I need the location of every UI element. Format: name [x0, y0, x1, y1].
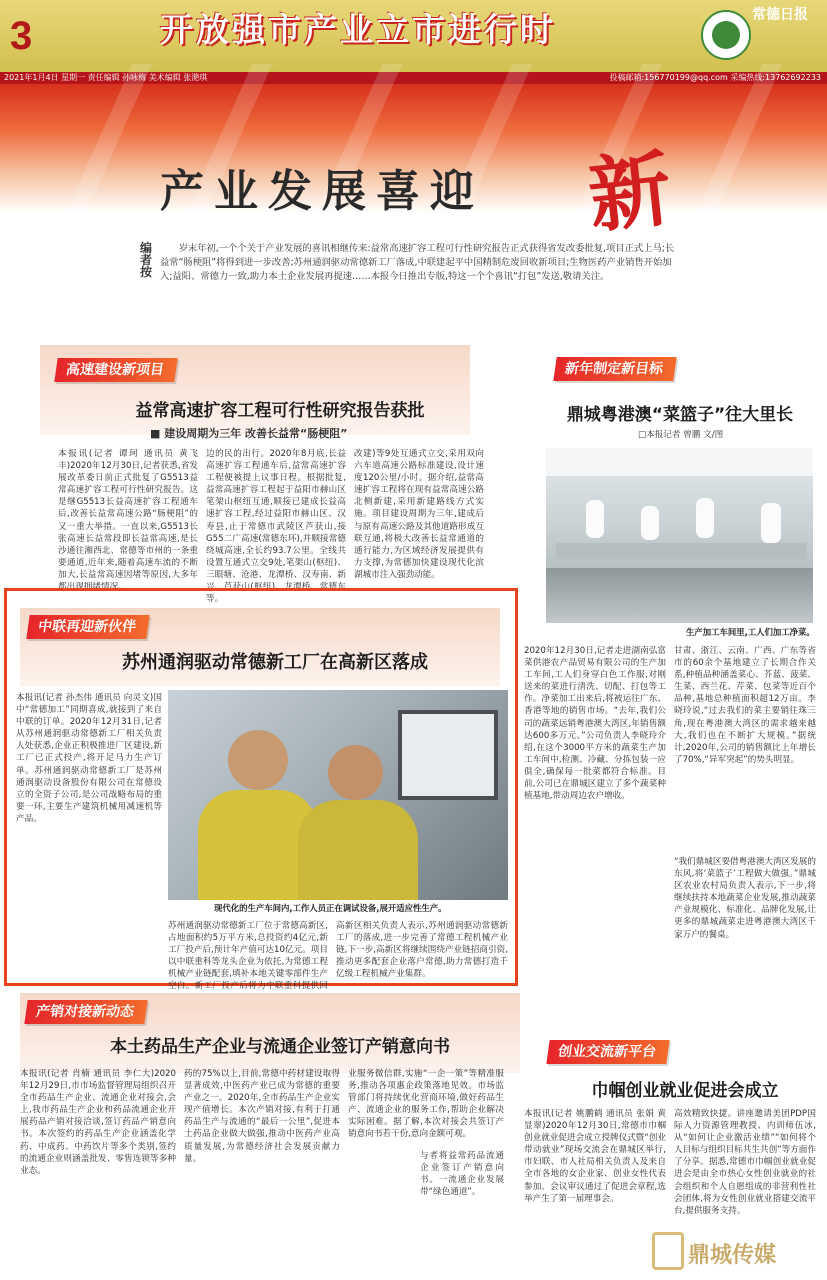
article5-title: 巾帼创业就业促进会成立	[591, 1081, 779, 1101]
editor-note-label: 编者按	[140, 241, 153, 279]
article5-col2: 高效精致快捷。讲座邀请美团PDP国际人力资源管理教授、内训师伍冰,从“如何让企业激活业绩”“如何将个人目标与组织目标共生共创”等方面作了分享。据悉,常德市巾帼创业就业促进会是由全市热心女性创业就业的社会组织和个人自愿组成的非营利性社会团体,将为女性创业就业搭建交流平台,提供服务支持。	[674, 1109, 816, 1216]
article3-col3: 高新区相关负责人表示,苏州通润驱动常德新工厂的落成,进一步完善了常德工程机械产业链,下一步,高新区将继续围绕产业链招商引资,推动更多配套企业落户常德,助力常德打造千亿级工程机械产业集群。	[336, 921, 508, 980]
article2-title: 鼎城粤港澳“菜篮子”往大里长	[566, 405, 794, 425]
article5-col1: 本报讯(记者 姚鹏鹤 通讯员 张娟 黄显翠)2020年12月30日,常德市巾帼创业就业促进会成立授牌仪式暨“创业带动就业”现场交流会在鼎城区举行,市妇联、市人社局相关负责人及来自全市各地的女企业家、创业女性代表参加。会议审议通过了促进会章程,选举产生了第一届理事会。	[524, 1109, 666, 1204]
article3-title: 苏州通润驱动常德新工厂在高新区落成	[122, 652, 428, 673]
watermark: 鼎城传媒	[688, 1243, 777, 1268]
article3-caption: 现代化的生产车间内,工作人员正在调试设备,展开适应性生产。	[214, 903, 447, 913]
article2-col3: “我们鼎城区要借粤港澳大湾区发展的东风,将‘菜篮子’工程做大做强。”鼎城区农业农村局负责人表示,下一步,将继续扶持本地蔬菜企业发展,推动蔬菜产业规模化、标准化、品牌化发展,让更多的鼎城蔬菜走进粤港澳大湾区千家万户的餐桌。	[674, 857, 816, 940]
article1-col1: 本报讯(记者 谭珂 通讯员 黄飞丰)2020年12月30日,记者获悉,省发展改革委日前正式批复了G5513益常高速扩容工程可行性研究报告。这是继G5513长益高速扩容工程通车后,改善长益常高速公路“肠梗阻”的又一重大举措。一直以来,G5513长张高速长益常段即长益常高速,是长沙通往湘西北、常德等市州的一条重要通道,近年来,随着高速车流的不断加大,长益常高速因堵等原因,大多年都出现拥堵情况。	[58, 449, 198, 593]
article4-col2: 药的75%以上,目前,常德中药材建设取得显著成效,中医药产业已成为常德的重要产业之一。2020年,全市药品生产企业实现产值增长。本次产销对接,有利于打通药品生产与流通的“最后一公里”,促进本土药品企业做大做强,推动中医药产业高质量发展,为常德经济社会发展贡献力量。	[184, 1069, 340, 1164]
masthead-slogan: 开放强市产业立市进行时	[160, 10, 556, 49]
watermark-logo-icon	[652, 1232, 684, 1270]
article2-byline: □本报记者 曾鹏 文/图	[638, 430, 724, 440]
article4-col3: 业服务微信群,实施“一企一策”等精准服务,推动各项惠企政策落地见效。市场监管部门将持续优化营商环境,做好药品生产、流通企业的服务工作,帮助企业解决实际困难。据了解,本次对接会共签订产销意向书若干份,意向金额可观。	[348, 1069, 504, 1140]
article4-col1: 本报讯(记者 肖楠 通讯员 李仁大)2020年12月29日,市市场监督管理局组织召开全市药品生产企业、流通企业对接会,会上,我市药品生产企业和药品流通企业开展药品产销对接洽谈,签订药品产销意向书。本次签约的药品生产企业涵盖化学药、中成药、中药饮片等多个类别,签约的流通企业则涵盖批发、零售连锁等多种业态。	[20, 1069, 176, 1176]
article1-subtitle: ■ 建设周期为三年 改善长益常“肠梗阻”	[150, 427, 348, 440]
article5-tag: 创业交流新平台	[546, 1040, 669, 1064]
editor-note: 岁末年初,一个个关于产业发展的喜讯相继传来:益常高速扩容工程可行性研究报告正式获得省发改委批复,项目正式上马;长益常“肠梗阻”将得到进一步改善;苏州通润驱动常德新工厂落成,中联建起平中国精制危废回收新项目;生物医药产业销售开始加入;益阳、常德力一致,助力本土企业发展再提速……本报今日推出专版,特这一个个喜讯“打包”发送,敬请关注。	[160, 243, 675, 282]
newspaper-logo-icon	[701, 10, 751, 60]
article2-photo	[546, 448, 813, 623]
article2-col1: 2020年12月30日,记者走进湖南弘富菜供港农产品贸易有限公司的生产加工车间,工人们身穿白色工作服,对刚送来的菜进行清洗、切配、打包等工作。净菜加工出来后,将被运往广东、香港等地的销售市场。“去年,我们公司的蔬菜远销粤港澳大湾区,年销售额达600多万元。”公司负责人李晓玲介绍,在这个3000平方米的蔬菜生产加工车间中,检测、冷藏、分拣包装一应俱全,确保每一批菜都符合标准。目前,公司已在鼎城区建立了多个蔬菜种植基地,带动周边农户增收。	[524, 646, 666, 802]
article3-tag: 中联再迎新伙伴	[26, 615, 149, 639]
article1-col2: 边的民的出行。2020年8月底,长益高速扩容工程通车后,益常高速扩容工程便被提上议事日程。根据批复,益常高速扩容工程起于益阳市赫山区笔架山枢纽互通,顺接已建成长益高速扩容工程,经过益阳市赫山区、汉寿县,止于常德市武陵区芦获山,接G55二广高速(常德东环),并顺接常德绕城高速,全长约93.7公里。全线共设置互通式立交9处,笔架山(枢纽)、三眼塘、沧港、龙潭桥、汉寿南、新兴、芦获山(枢纽)、龙潭桥、常德东等。	[206, 449, 346, 605]
article3-col1: 本报讯(记者 孙杰伟 通讯员 向灵文)国中“常德加工”同期喜成,就接到了来自中联的订单。2020年12月31日,记者从苏州通润驱动常德新工厂相关负责人处获悉,企业正积极推进厂区建设,新工厂已正式投产,将开足马力生产订单。苏州通润驱动常德新工厂是苏州通润驱动设备股份有限公司在常德设立的全资子公司,是公司战略布局的重要一环,主要生产建筑机械用减速机等产品。	[16, 693, 162, 824]
article3-col2: 苏州通润驱动常德新工厂位于常德高新区,占地面积约5万平方米,总投资约4亿元,新工厂投产后,预计年产值可达10亿元。项目以中联重科等龙头企业为依托,为常德工程机械产业链配套,填补本地关键零部件生产空白。新工厂投产后将为中联重科提供回	[168, 921, 328, 992]
article1-col3: 改建)等9处互通式立交,采用双向六车道高速公路标准建设,设计速度120公里/小时。据介绍,益常高速扩容工程将在现有益常高速公路北侧新建,采用新建路线方式实施。项目建设周期为三年,建成后与原有高速公路及其他道路形成互联互通,将极大改善长益常通道的通行能力,为区域经济发展提供有力支撑,为常德加快建设现代化滨湖城市注入强劲动能。	[354, 449, 484, 580]
article4-tag: 产销对接新动态	[24, 1000, 147, 1024]
article1-title: 益常高速扩容工程可行性研究报告获批	[135, 401, 425, 421]
article4-col4: 与者将益常药品流通企业签订产销意向书。一流通企业发展带“绿色通道”。	[420, 1151, 504, 1198]
banner-title: 产业发展喜迎	[160, 166, 484, 217]
paper-name: 常德日报	[752, 7, 808, 23]
page-number: 3	[10, 14, 33, 58]
article2-tag: 新年制定新目标	[553, 357, 676, 381]
article1-tag: 高速建设新项目	[54, 358, 177, 382]
banner-title-big: 新	[583, 140, 676, 245]
article2-col2: 甘肃、浙江、云南、广西、广东等省市的60余个基地建立了长期合作关系,种植品种涵盖菜心、芥蓝、菠菜、生菜、西兰花、芹菜、包菜等近百个品种,基地总种植面积超12万亩。李晓玲说,“过去我们的菜主要销往珠三角,现在粤港澳大湾区的需求越来越大,我们也在不断扩大规模。”据统计,2020年,公司的销售额比上年增长了70%,“异军突起”的势头明显。	[674, 646, 816, 765]
info-bar-right: 投稿邮箱:156770199@qq.com 采编热线:13762692233	[609, 73, 821, 82]
info-bar-left: 2021年1月4日 星期一 责任编辑 孙咏梅 美术编辑 张滟琪	[4, 73, 208, 82]
article3-photo	[168, 690, 508, 900]
article4-title: 本土药品生产企业与流通企业签订产销意向书	[110, 1037, 450, 1057]
masthead	[0, 0, 827, 72]
article2-caption: 生产加工车间里,工人们加工净菜。	[686, 627, 815, 637]
